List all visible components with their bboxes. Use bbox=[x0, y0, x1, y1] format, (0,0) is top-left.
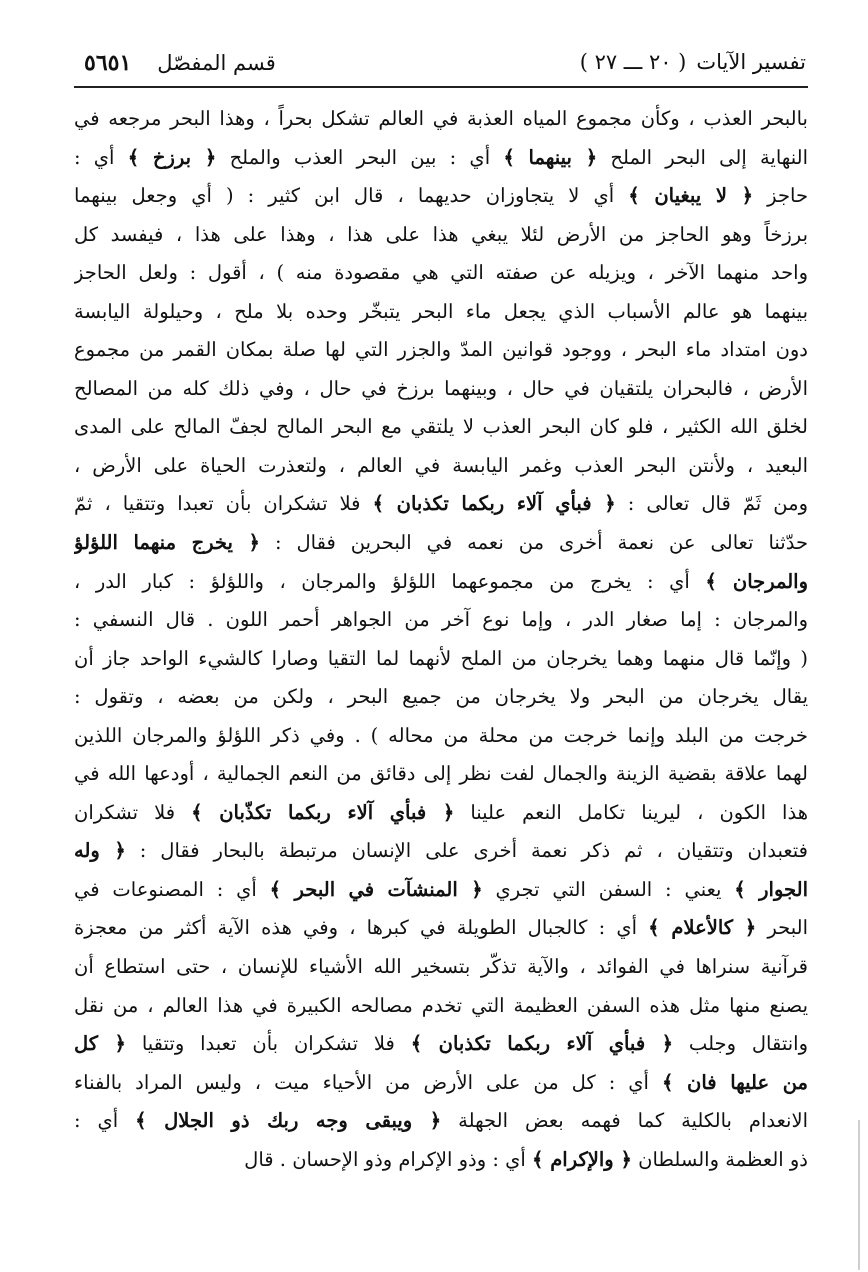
part-title: قسم المفصّل bbox=[157, 51, 276, 75]
part-and-page bbox=[84, 50, 276, 76]
text-run: بالبحر العذب ، وكأن مجموع المياه العذبة في العالم تشكل بحراً ، وهذا البحر مرجعه في bbox=[74, 107, 808, 130]
text-line bbox=[74, 331, 808, 370]
text-run: الأرض ، فالبحران يلتقيان في حال ، وبينهما برزخ في حال ، وفي ذلك كله من المصالح bbox=[74, 376, 808, 400]
quran-quote: الجوار ﴾ bbox=[734, 877, 808, 901]
page-header bbox=[84, 46, 806, 86]
quran-quote: ﴿ كل bbox=[74, 1032, 126, 1056]
text-line bbox=[74, 755, 808, 794]
text-run: النهاية إلى البحر الملح bbox=[597, 145, 808, 169]
text-run: فتعبدان وتتقيان ، ثم ذكر نعمة أخرى على الإنسان مرتبطة بالبحار فقال : bbox=[125, 839, 808, 863]
text-line bbox=[74, 909, 808, 948]
text-run: قرآنية سنراها في الفوائد ، والآية تذكّر بتسخير الله الأشياء للإنسان ، حتى استطاع أن bbox=[74, 955, 808, 979]
text-run: بينهما هو عالم الأسباب الذي يجعل ماء البحر يتبخّر وحده بلا ملح ، وحيلولة اليابسة bbox=[74, 299, 808, 323]
text-line bbox=[74, 370, 808, 409]
quran-quote: ﴿ فبأي آلاء ربكما تكذبان ﴾ bbox=[372, 492, 616, 516]
text-run: أي : كل من على الأرض من الأحياء ميت ، وليس المراد بالفناء bbox=[74, 1070, 662, 1094]
text-run: واحد منهما الآخر ، ويزيله عن صفته التي هي مقصودة منه ) ، أقول : ولعل الحاجز bbox=[74, 261, 808, 285]
text-line bbox=[74, 563, 808, 602]
running-title bbox=[580, 50, 806, 74]
text-line bbox=[74, 254, 808, 293]
text-run: البحر bbox=[756, 916, 808, 940]
text-line bbox=[74, 640, 808, 679]
text-run: فلا تشكران بأن تعبدا وتتقيا bbox=[125, 1032, 411, 1056]
text-run: أي : المصنوعات في bbox=[74, 877, 270, 901]
text-line bbox=[74, 871, 808, 910]
text-line bbox=[74, 717, 808, 756]
page-edge-shadow bbox=[858, 1120, 860, 1270]
text-line bbox=[74, 1064, 808, 1103]
text-run: لخلق الله الكثير ، فلو كان البحر العذب لا يلتقي مع البحر المالح لجفّ المالح على المدى bbox=[74, 415, 808, 439]
quran-quote: ﴿ يخرج منهما اللؤلؤ bbox=[74, 531, 260, 555]
text-run: لهما علاقة بقضية الزينة والجمال لفت نظر إلى دقائق من النعم الجمالية ، أودعها الله في bbox=[74, 762, 808, 786]
text-line bbox=[74, 177, 808, 216]
verse-range: ( ٢٠ ـــ ٢٧ ) bbox=[579, 50, 687, 74]
text-line bbox=[74, 216, 808, 255]
text-run: يقال يخرجان من البحر ولا يخرجان من جميع البحر ، ولكن من بعضه ، وتقول : bbox=[74, 685, 808, 709]
quran-quote: ﴿ بينهما ﴾ bbox=[503, 145, 598, 169]
text-run: ومن ثَمّ قال تعالى : bbox=[615, 492, 808, 516]
text-run: والمرجان : إما صغار الدر ، وإما نوع آخر من الجواهر أحمر اللون . قال النسفي : bbox=[74, 608, 808, 632]
quran-quote: ﴿ وله bbox=[74, 839, 126, 863]
text-run: فلا تشكران bbox=[74, 800, 192, 824]
text-run: أي : بين البحر العذب والملح bbox=[216, 145, 504, 169]
quran-quote: ﴿ لا يبغيان ﴾ bbox=[628, 184, 754, 208]
text-line bbox=[74, 1141, 808, 1180]
quran-quote: والمرجان ﴾ bbox=[705, 569, 808, 593]
text-run: خرجت من البلد وإنما خرجت من محلة من محاله ) . وفي ذكر اللؤلؤ والمرجان اللذين bbox=[74, 723, 808, 747]
text-line bbox=[74, 678, 808, 717]
quran-quote: ﴿ المنشآت في البحر ﴾ bbox=[269, 877, 483, 901]
quran-quote: ﴿ كالأعلام ﴾ bbox=[648, 916, 757, 940]
text-line bbox=[74, 1102, 808, 1141]
text-line bbox=[74, 293, 808, 332]
body-text bbox=[74, 100, 808, 1179]
text-run: ( وإنّما قال منهما وهما يخرجان من الملح لأنهما لما التقيا وصارا كالشيء الواحد جاز أن bbox=[74, 646, 808, 670]
text-run: هذا الكون ، ليرينا تكامل النعم علينا bbox=[454, 800, 808, 824]
text-run: أي لا يتجاوزان حديهما ، قال ابن كثير : ( أي وجعل بينهما bbox=[74, 184, 629, 208]
page-number: ٥٦٥١ bbox=[84, 50, 132, 76]
text-line bbox=[74, 948, 808, 987]
text-line bbox=[74, 408, 808, 447]
quran-quote: ﴿ ويبقى وجه ربك ذو الجلال ﴾ bbox=[135, 1109, 442, 1133]
quran-quote: من عليها فان ﴾ bbox=[661, 1070, 808, 1094]
text-run: أي : bbox=[74, 145, 128, 169]
text-run: يصنع منها مثل هذه السفن العظيمة التي تخدم مصالحه الكبيرة في هذا العالم ، من نقل bbox=[74, 993, 808, 1017]
quran-quote: ﴿ فبأي آلاء ربكما تكذبان ﴾ bbox=[410, 1032, 674, 1056]
text-line bbox=[74, 832, 808, 871]
text-line bbox=[74, 447, 808, 486]
text-run: حدّثنا تعالى عن نعمة أخرى من نعمه في البحرين فقال : bbox=[259, 531, 808, 555]
text-run: برزخاً وهو الحاجز من الأرض لئلا يبغي هذا على هذا ، وهذا على هذا ، فيفسد كل bbox=[74, 222, 808, 246]
text-run: أي : bbox=[74, 1109, 136, 1133]
text-line bbox=[74, 524, 808, 563]
text-run: يعني : السفن التي تجري bbox=[482, 877, 735, 901]
text-run: أي : كالجبال الطويلة في كبرها ، وفي هذه الآية أكثر من معجزة bbox=[74, 916, 649, 940]
text-line bbox=[74, 794, 808, 833]
text-run: وانتقال وجلب bbox=[673, 1032, 808, 1056]
text-run: دون امتداد ماء البحر ، ووجود قوانين المدّ والجزر التي لها صلة بمكان القمر من مجموع bbox=[74, 338, 808, 362]
text-run: أي : يخرج من مجموعهما اللؤلؤ والمرجان ، واللؤلؤ : كبار الدر ، bbox=[74, 569, 706, 593]
text-run: البعيد ، ولأنتن البحر العذب وغمر اليابسة في العالم ، ولتعذرت الحياة على الأرض ، bbox=[74, 453, 808, 477]
text-run: الانعدام بالكلية كما فهمه بعض الجهلة bbox=[441, 1109, 808, 1133]
quran-quote: ﴿ فبأي آلاء ربكما تكذّبان ﴾ bbox=[191, 800, 455, 824]
quran-quote: ﴿ والإكرام ﴾ bbox=[532, 1147, 632, 1171]
chapter-title: تفسير الآيات bbox=[696, 50, 806, 74]
text-line bbox=[74, 601, 808, 640]
text-run: ذو العظمة والسلطان bbox=[631, 1147, 808, 1171]
quran-quote: ﴿ برزخ ﴾ bbox=[127, 145, 217, 169]
text-line bbox=[74, 100, 808, 139]
text-line bbox=[74, 485, 808, 524]
text-line bbox=[74, 987, 808, 1026]
text-run: أي : وذو الإكرام وذو الإحسان . قال bbox=[244, 1147, 532, 1171]
text-line bbox=[74, 139, 808, 178]
text-run: حاجز bbox=[753, 184, 808, 208]
header-rule bbox=[74, 86, 808, 88]
text-run: فلا تشكران بأن تعبدا وتتقيا ، ثمّ bbox=[74, 492, 373, 516]
text-line bbox=[74, 1025, 808, 1064]
